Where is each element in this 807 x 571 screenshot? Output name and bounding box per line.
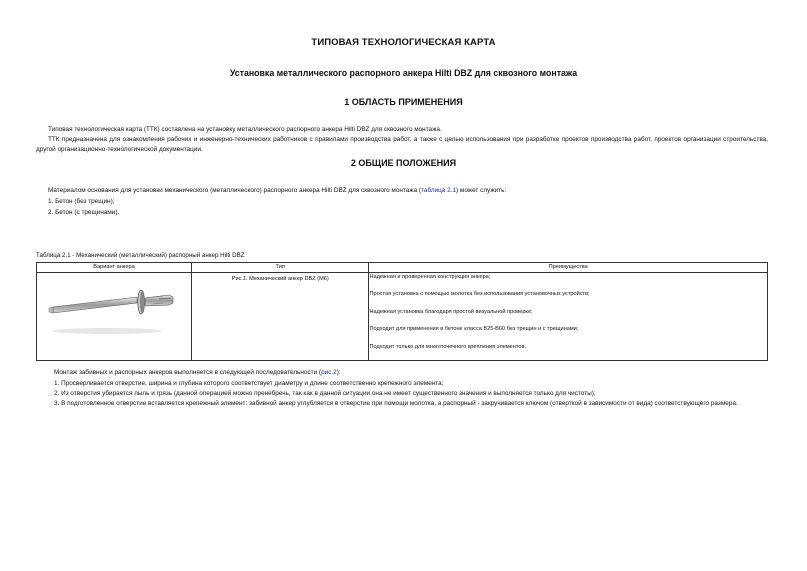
table-row: [37, 273, 768, 361]
mounting-intro-before: Монтаж забивных и распорных анкеров выполняется в следующей последовательности (: [54, 369, 322, 376]
advantage-item: Простая установка с помощью молотка без использования установочных устройств;: [369, 291, 590, 298]
table-header-variant: Вариант анкера: [37, 263, 192, 273]
advantage-item: Подходит только для многоточечного крепления элементов.: [369, 343, 527, 350]
advantage-item: Надежная установка благодаря простой визуальной проверке;: [369, 308, 533, 315]
section2-heading: 2 ОБЩИЕ ПОЛОЖЕНИЯ: [350, 158, 457, 168]
mounting-intro-after: ):: [336, 369, 341, 376]
advantage-item: Надежная и проверенная конструкция анкера;: [369, 274, 491, 280]
advantages-cell: [369, 273, 768, 361]
section1-paragraph-1: Типовая технологическая карта (ТТК) составлена на установку металлического распорного анкера Hilti DBZ для сквозного монтажа.: [48, 126, 442, 133]
table-header-advantages: Преимущества: [369, 263, 768, 273]
mounting-intro: [54, 369, 341, 376]
section2-intro-before: Материалом основания для установки механического (металлического) распорного анкера Hilti DBZ для сквозного монтажа (: [48, 187, 422, 194]
doc-subtitle: Установка металлического распорного анкера Hilti DBZ для сквозного монтажа: [229, 68, 578, 78]
mounting-step-2: 2. Из отверстия убирается пыль и грязь (данной операцией можно пренебречь, так как в данной ситуации она не имеет существенного значения и выполняется только для чистоты);: [54, 389, 596, 397]
anchor-image-cell: [37, 273, 192, 361]
doc-title: ТИПОВАЯ ТЕХНОЛОГИЧЕСКАЯ КАРТА: [311, 37, 496, 48]
section1-body: [36, 125, 768, 155]
anchor-type-cell: Рис.1. Механический анкер DBZ (М6): [192, 273, 369, 361]
advantage-item: Подходит для применения в бетоне класса В25-В60 без трещин и с трещинами;: [369, 326, 579, 333]
figure-2-link[interactable]: рис.2: [321, 369, 337, 376]
section1-heading: 1 ОБЛАСТЬ ПРИМЕНЕНИЯ: [344, 97, 463, 107]
table-header-row: [37, 263, 768, 273]
section2-intro: [48, 187, 506, 194]
table-header-type: Тип: [192, 263, 369, 273]
mounting-step-1: 1. Просверливается отверстие, ширина и глубина которого соответствует диаметру и длине соответственно крепежного элемента;: [54, 380, 444, 387]
anchor-table: [36, 262, 768, 361]
anchor-image: [37, 273, 191, 357]
table-caption: Таблица 2.1 - Механический (металлический) распорный анкер Hilti DBZ: [36, 252, 245, 259]
table-2-1-link[interactable]: таблица 2.1: [421, 187, 457, 194]
section2-intro-after: ) может служить:: [456, 187, 507, 194]
section1-paragraph-2: ТТК предназначена для ознакомления рабочих и инженерно-технических работников с правилами производства работ, а также с целью использования при разработке проектов производства работ, проектов организации строительства, другой организационно-технологической документации.: [36, 135, 768, 153]
mounting-step-3: 3. В подготовленное отверстие вставляется крепежный элемент: забивной анкер углубляется в отверстие при помощи молотка, а распорный - закручивается ключом (отверткой в зависимости от вида) соответствующего размера.: [54, 399, 738, 407]
section2-item-2: 2. Бетон (с трещинами).: [48, 209, 120, 216]
mounting-steps: [36, 379, 768, 409]
section2-item-1: 1. Бетон (без трещин);: [48, 198, 115, 205]
